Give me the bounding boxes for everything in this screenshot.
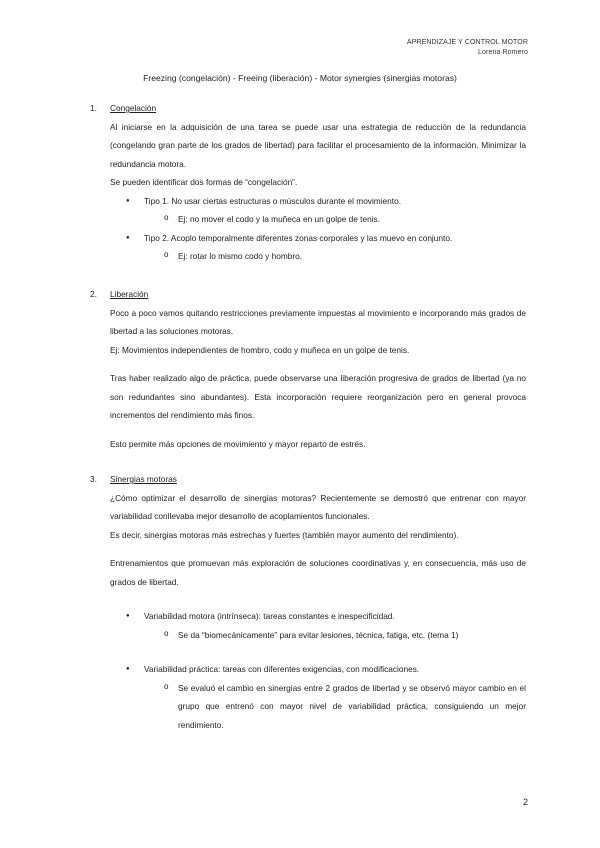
section-title: Sinergias motoras xyxy=(110,474,177,484)
sub-bullet-item: o Se da “biomecánicamente” para evitar lesiones, técnica, fatiga, etc. (tema 1) xyxy=(164,626,526,645)
paragraph: Al iniciarse en la adquisición de una tarea se puede usar una estrategia de reducción de la redundancia (congelando gran parte de los grados de libertad) para facilitar el procesamiento de la información. Minimizar la redundancia motora. xyxy=(110,121,526,169)
header-course: APRENDIZAJE Y CONTROL MOTOR xyxy=(406,39,528,46)
sub-bullet-item: o Ej: rotar lo mismo codo y hombro. xyxy=(164,247,526,266)
section-congelacion xyxy=(90,99,526,266)
document-title: Freezing (congelación) - Freeing (liberación) - Motor synergies (sinergias motoras) xyxy=(143,73,457,83)
paragraph: Poco a poco vamos quitando restricciones previamente impuestas al movimiento e incorporando más grados de libertad a las soluciones motoras. xyxy=(110,307,526,336)
section-sinergias xyxy=(90,470,526,734)
bullet-item: ● Variabilidad práctica: tareas con diferentes exigencias, con modificaciones. xyxy=(126,660,526,679)
section-heading xyxy=(90,470,526,489)
paragraph: Ej: Movimientos independientes de hombro, codo y muñeca en un golpe de tenis. xyxy=(110,344,410,355)
bullet-item: ● Tipo 2. Acoplo temporalmente diferentes zonas corporales y las muevo en conjunto. xyxy=(126,229,526,248)
page-number: 2 xyxy=(522,797,528,807)
section-number: 3. xyxy=(90,474,97,484)
section-number: 1. xyxy=(90,103,97,113)
section-heading xyxy=(90,99,526,118)
sub-bullet-item: o Se evaluó el cambio en sinergias entre 2 grados de libertad y se observó mayor cambio en el grupo que entrenó con mayor nivel de variabilidad práctica, consiguiendo un mejor rendimiento. xyxy=(164,679,526,735)
paragraph: Esto permite más opciones de movimiento y mayor reparto de estrés. xyxy=(110,438,366,449)
paragraph: Tras haber realizado algo de práctica, puede observarse una liberación progresiva de grados de libertad (ya no son redundantes sino abundantes). Esta incorporación requiere reorganización pero en general provoca incrementos del rendimiento más finos. xyxy=(110,373,526,420)
paragraph: Es decir, sinergias motoras más estrechas y fuertes (también mayor aumento del rendimiento). xyxy=(110,529,459,540)
bullet-item: ● Variabilidad motora (intrínseca): tareas constantes e inespecificidad. xyxy=(126,607,526,626)
header-author: Lorena Romero xyxy=(478,49,528,56)
section-title: Liberación xyxy=(110,289,149,299)
paragraph: Se pueden identificar dos formas de “congelación”. xyxy=(110,177,298,187)
section-heading xyxy=(90,285,526,304)
bullet-item: ● Tipo 1. No usar ciertas estructuras o músculos durante el movimiento. xyxy=(126,192,526,211)
section-title: Congelación xyxy=(110,103,157,113)
section-liberacion xyxy=(90,285,526,453)
paragraph: Entrenamientos que promuevan más exploración de soluciones coordinativas y, en consecuencia, más uso de grados de libertad. xyxy=(110,558,526,587)
section-number: 2. xyxy=(90,289,97,299)
page-header xyxy=(407,38,528,58)
sub-bullet-item: o Ej: no mover el codo y la muñeca en un golpe de tenis. xyxy=(164,210,526,229)
paragraph: ¿Cómo optimizar el desarrollo de sinergias motoras? Recientemente se demostró que entrenar con mayor variabilidad conllevaba mejor desarrollo de acoplamientos funcionales. xyxy=(110,492,526,521)
